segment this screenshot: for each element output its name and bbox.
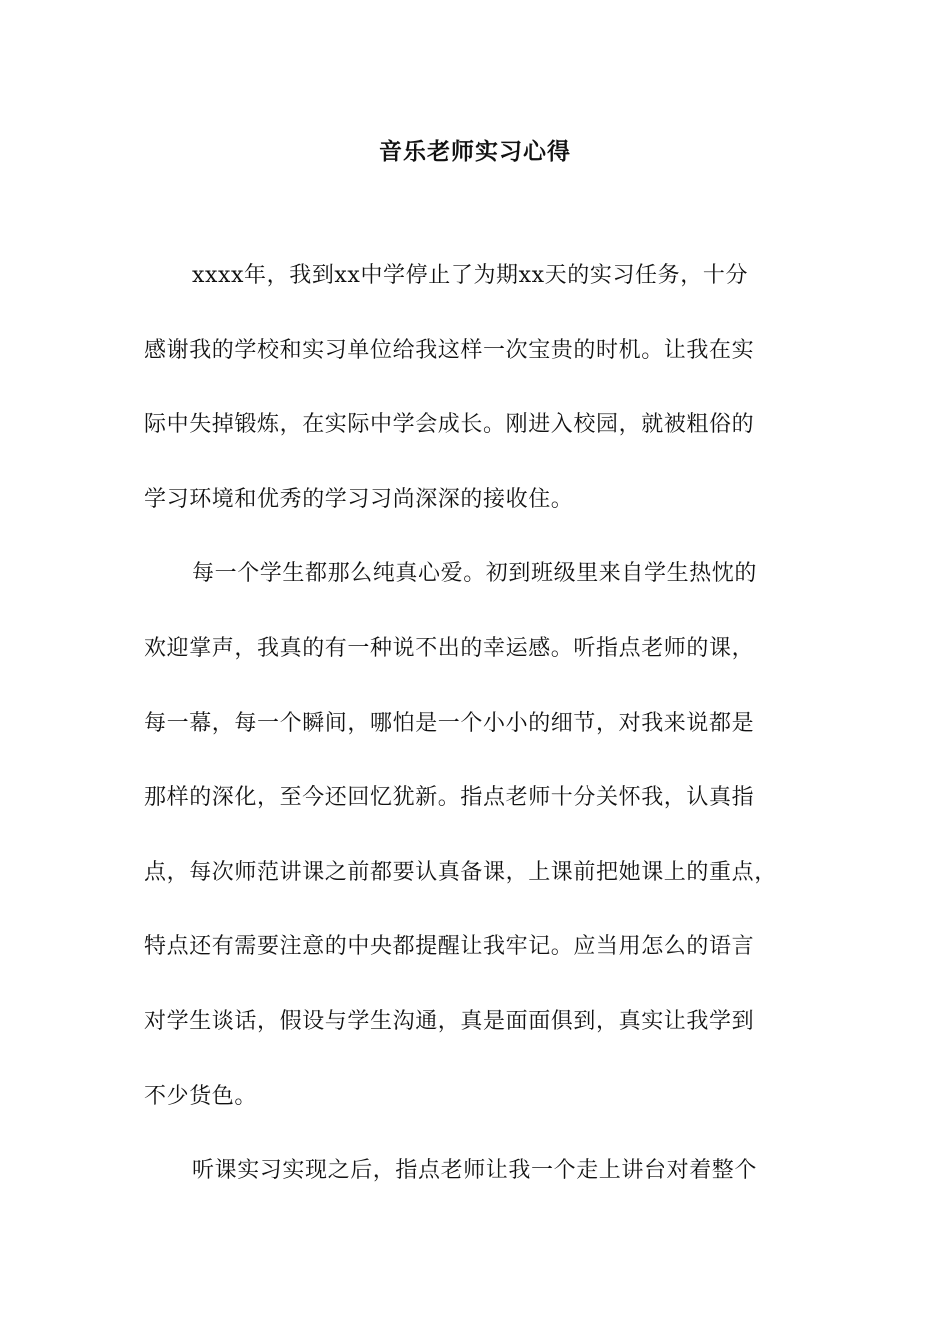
- paragraph-1-line-4: 学习环境和优秀的学习习尚深深的接收住。: [144, 486, 574, 512]
- paragraph-2-line-2: 欢迎掌声，我真的有一种说不出的幸运感。听指点老师的课，: [144, 635, 755, 661]
- paragraph-2-line-3: 每一幕，每一个瞬间，哪怕是一个小小的细节，对我来说都是: [144, 710, 755, 736]
- document-body: [144, 256, 814, 1226]
- paragraph-3-line-1: 听课实习实现之后，指点老师让我一个走上讲台对着整个: [192, 1158, 758, 1184]
- paragraph-2-line-6: 特点还有需要注意的中央都提醒让我牢记。应当用怎么的语言: [144, 934, 755, 960]
- paragraph-2-line-4: 那样的深化，至今还回忆犹新。指点老师十分关怀我，认真指: [144, 785, 755, 811]
- paragraph-1-line-2: 感谢我的学校和实习单位给我这样一次宝贵的时机。让我在实: [144, 337, 755, 363]
- paragraph-2-line-8: 不少货色。: [144, 1083, 258, 1109]
- document-title: 音乐老师实习心得: [379, 138, 571, 165]
- paragraph-1-line-1: xxxx年，我到xx中学停止了为期xx天的实习任务，十分: [192, 263, 749, 288]
- paragraph-2-line-7: 对学生谈话，假设与学生沟通，真是面面俱到，真实让我学到: [144, 1008, 755, 1034]
- paragraph-2-line-1: 每一个学生都那么纯真心爱。初到班级里来自学生热忱的: [192, 561, 758, 587]
- paragraph-2-line-5: 点，每次师范讲课之前都要认真备课，上课前把她课上的重点，: [144, 859, 777, 885]
- paragraph-1-line-3: 际中失掉锻炼，在实际中学会成长。刚进入校园，就被粗俗的: [144, 412, 755, 438]
